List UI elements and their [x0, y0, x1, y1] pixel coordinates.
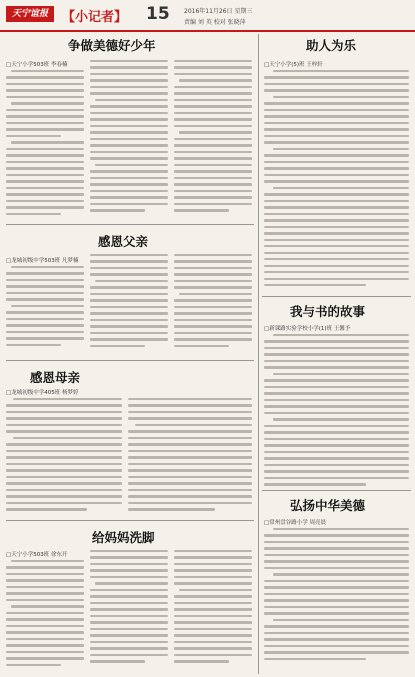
- article-body: [264, 528, 409, 672]
- article-body: [174, 550, 252, 672]
- article-title: 弘扬中华美德: [290, 498, 366, 513]
- article-title: 给妈妈洗脚: [92, 530, 155, 545]
- column-divider: [6, 520, 254, 521]
- article-body: [174, 254, 252, 356]
- article-title: 感恩父亲: [98, 234, 149, 249]
- article-body: [6, 70, 84, 218]
- column-divider: [6, 224, 254, 225]
- article-body: [90, 254, 168, 356]
- column-divider: [262, 490, 411, 491]
- article-body: [128, 398, 252, 516]
- article-body: [90, 60, 168, 218]
- article-byline: □天宁小学503班 李春楠: [6, 62, 68, 68]
- article-byline: □常州盘谷路小学 周亮晨: [264, 520, 326, 526]
- article-byline: □天宁小学(5)班 王梓轩: [264, 62, 323, 68]
- article-title: 助人为乐: [306, 38, 357, 53]
- article-body: [6, 560, 84, 672]
- article-body: [264, 70, 409, 294]
- article-byline: □天宁小学503班 徐东开: [6, 552, 68, 558]
- column-divider: [262, 296, 411, 297]
- article-byline: □新课路实验学校小学(1)班 王馨予: [264, 326, 351, 332]
- issue-date: 2016年11月26日 星期三: [184, 8, 253, 15]
- article-body: [174, 60, 252, 218]
- article-title: 我与书的故事: [290, 304, 366, 319]
- article-byline: □龙城初级中学405班 杨梦婷: [6, 390, 79, 396]
- column-divider: [258, 34, 259, 674]
- page-number: 15: [146, 4, 170, 24]
- newspaper-logo: 天宁谊报: [6, 6, 54, 22]
- article-title: 争做美德好少年: [68, 38, 156, 53]
- article-body: [6, 398, 122, 516]
- section-title: 【小记者】: [62, 10, 128, 25]
- editor-credits: 责编 刘 英 校对 张晓萍: [184, 19, 246, 26]
- column-divider: [6, 360, 254, 361]
- masthead: [0, 0, 415, 32]
- article-title: 感恩母亲: [30, 370, 81, 385]
- article-body: [264, 334, 409, 488]
- article-byline: □龙城初级中学503班 凡梦楠: [6, 258, 79, 264]
- article-body: [6, 266, 84, 356]
- article-body: [90, 550, 168, 672]
